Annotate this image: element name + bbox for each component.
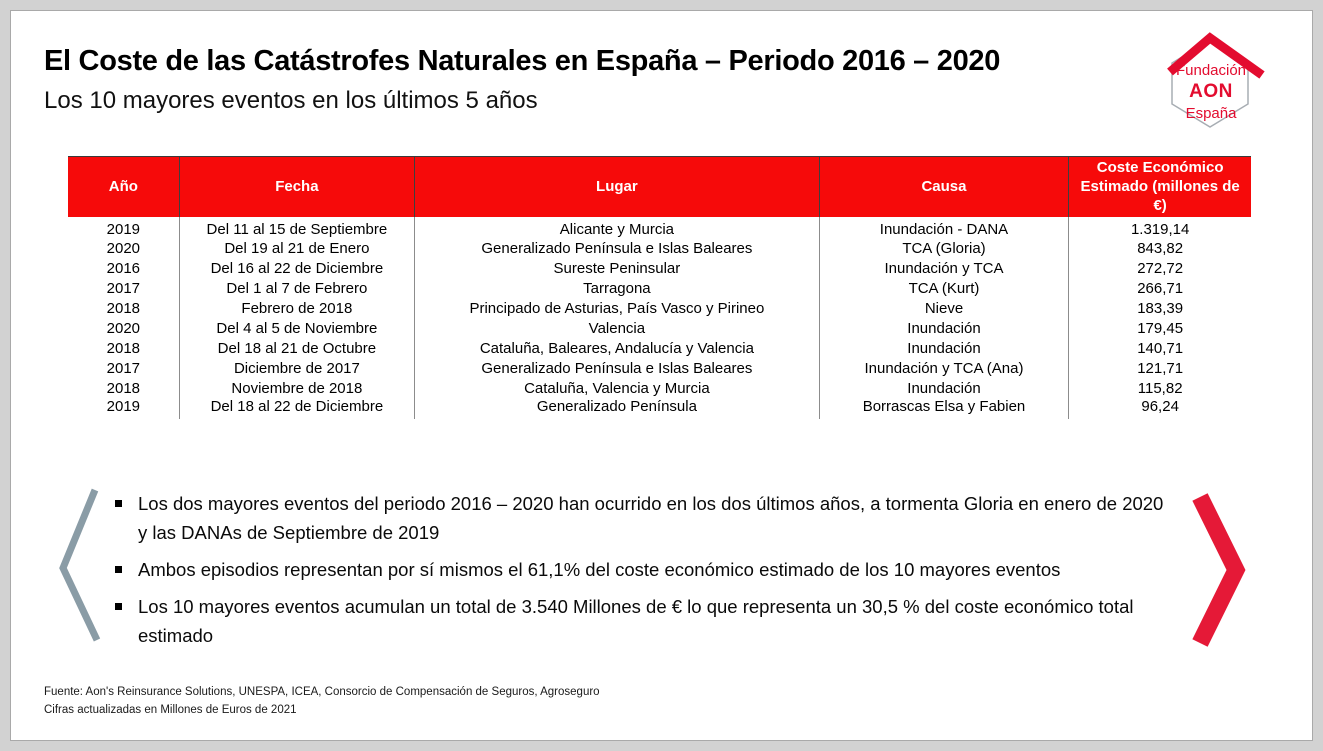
table-cell: 2017 bbox=[106, 279, 141, 297]
page-subtitle: Los 10 mayores eventos en los últimos 5 años bbox=[44, 87, 538, 114]
table-cell: Del 16 al 22 de Diciembre bbox=[179, 258, 414, 278]
logo-line-fundacion: Fundación bbox=[1175, 62, 1247, 79]
bullet-text: Los dos mayores eventos del periodo 2016 – 2020 han ocurrido en los dos últimos años, a tormenta Gloria en enero de 2020 y las DANAs de Septiembre de 2019 bbox=[138, 493, 1164, 543]
table-cell: 2018 bbox=[106, 379, 141, 397]
table-cell: 2020 bbox=[106, 319, 141, 337]
table-cell: Inundación - DANA bbox=[819, 217, 1069, 238]
table-row bbox=[68, 358, 1251, 378]
bullet-square-icon bbox=[115, 603, 122, 610]
table-cell: Generalizado Península e Islas Baleares bbox=[415, 238, 820, 258]
table-cell: Del 11 al 15 de Septiembre bbox=[179, 217, 414, 238]
table-cell: Inundación bbox=[819, 378, 1069, 398]
table-row bbox=[68, 238, 1251, 258]
table-row bbox=[68, 318, 1251, 338]
table-cell: TCA (Kurt) bbox=[819, 278, 1069, 298]
table-row bbox=[68, 278, 1251, 298]
table-cell: TCA (Gloria) bbox=[819, 238, 1069, 258]
table-cell: Inundación bbox=[819, 338, 1069, 358]
table-cell: 183,39 bbox=[1069, 298, 1251, 318]
bullet-list bbox=[101, 489, 1173, 658]
bullet-square-icon bbox=[115, 500, 122, 507]
slide bbox=[10, 10, 1313, 741]
table-cell: 2020 bbox=[106, 239, 141, 257]
table-cell: Sureste Peninsular bbox=[415, 258, 820, 278]
source-footer bbox=[44, 683, 600, 719]
column-header: Lugar bbox=[415, 157, 820, 218]
table-cell: Del 18 al 22 de Diciembre bbox=[179, 398, 414, 419]
bullet-text: Los 10 mayores eventos acumulan un total de 3.540 Millones de € lo que representa un 30,5 % del coste económico total estimado bbox=[138, 596, 1134, 646]
source-line: Cifras actualizadas en Millones de Euros de 2021 bbox=[44, 704, 297, 716]
bullet-item bbox=[101, 592, 1173, 650]
fundacion-aon-logo bbox=[1158, 29, 1270, 141]
page-title: El Coste de las Catástrofes Naturales en España – Periodo 2016 – 2020 bbox=[44, 45, 1001, 77]
table-cell: Generalizado Península e Islas Baleares bbox=[415, 358, 820, 378]
logo-line-espana: España bbox=[1185, 105, 1237, 122]
table-cell: Borrascas Elsa y Fabien bbox=[819, 398, 1069, 419]
table-cell: Del 4 al 5 de Noviembre bbox=[179, 318, 414, 338]
events-table-container bbox=[68, 156, 1251, 419]
table-row bbox=[68, 378, 1251, 398]
table-cell: 843,82 bbox=[1069, 238, 1251, 258]
table-cell: 1.319,14 bbox=[1069, 217, 1251, 238]
bullet-text: Ambos episodios representan por sí mismos el 61,1% del coste económico estimado de los 10 mayores eventos bbox=[138, 559, 1061, 580]
column-header: Coste Económico Estimado (millones de €) bbox=[1069, 157, 1251, 218]
table-cell: 266,71 bbox=[1069, 278, 1251, 298]
table-cell: 2017 bbox=[106, 359, 141, 377]
logo-text bbox=[1158, 63, 1264, 121]
table-cell: Noviembre de 2018 bbox=[179, 378, 414, 398]
table-cell: 179,45 bbox=[1069, 318, 1251, 338]
table-cell: 121,71 bbox=[1069, 358, 1251, 378]
table-cell: Cataluña, Valencia y Murcia bbox=[415, 378, 820, 398]
logo-line-aon: AON bbox=[1189, 81, 1233, 102]
table-cell: 96,24 bbox=[1069, 398, 1251, 419]
bullet-item bbox=[101, 555, 1173, 584]
table-row bbox=[68, 217, 1251, 238]
table-cell: Del 1 al 7 de Febrero bbox=[179, 278, 414, 298]
table-header-row bbox=[68, 157, 1251, 218]
table-cell: Generalizado Península bbox=[415, 398, 820, 419]
chevron-right-icon bbox=[1189, 493, 1247, 647]
table-cell: 2016 bbox=[106, 259, 141, 277]
table-cell: Inundación y TCA bbox=[819, 258, 1069, 278]
table-cell: Del 19 al 21 de Enero bbox=[179, 238, 414, 258]
table-cell: 272,72 bbox=[1069, 258, 1251, 278]
table-row bbox=[68, 398, 1251, 419]
source-line: Fuente: Aon's Reinsurance Solutions, UNESPA, ICEA, Consorcio de Compensación de Seguros, Agroseguro bbox=[44, 686, 600, 698]
chevron-left-icon bbox=[57, 485, 101, 645]
table-cell: Inundación bbox=[819, 318, 1069, 338]
table-cell: Principado de Asturias, País Vasco y Pirineo bbox=[415, 298, 820, 318]
events-table bbox=[68, 156, 1251, 419]
table-cell: Del 18 al 21 de Octubre bbox=[179, 338, 414, 358]
column-header: Causa bbox=[819, 157, 1069, 218]
table-row bbox=[68, 298, 1251, 318]
column-header: Fecha bbox=[179, 157, 414, 218]
bullet-square-icon bbox=[115, 566, 122, 573]
table-cell: 2019 bbox=[106, 221, 141, 239]
table-cell: Nieve bbox=[819, 298, 1069, 318]
table-body bbox=[68, 217, 1251, 419]
table-cell: Cataluña, Baleares, Andalucía y Valencia bbox=[415, 338, 820, 358]
table-cell: 115,82 bbox=[1069, 378, 1251, 398]
bullet-item bbox=[101, 489, 1173, 547]
table-cell: 2019 bbox=[106, 398, 141, 416]
table-row bbox=[68, 338, 1251, 358]
table-cell: Febrero de 2018 bbox=[179, 298, 414, 318]
table-cell: 140,71 bbox=[1069, 338, 1251, 358]
table-cell: Alicante y Murcia bbox=[415, 217, 820, 238]
table-cell: Inundación y TCA (Ana) bbox=[819, 358, 1069, 378]
table-cell: Diciembre de 2017 bbox=[179, 358, 414, 378]
table-cell: 2018 bbox=[106, 299, 141, 317]
table-cell: Valencia bbox=[415, 318, 820, 338]
column-header: Año bbox=[68, 157, 179, 218]
table-row bbox=[68, 258, 1251, 278]
table-cell: Tarragona bbox=[415, 278, 820, 298]
table-cell: 2018 bbox=[106, 339, 141, 357]
